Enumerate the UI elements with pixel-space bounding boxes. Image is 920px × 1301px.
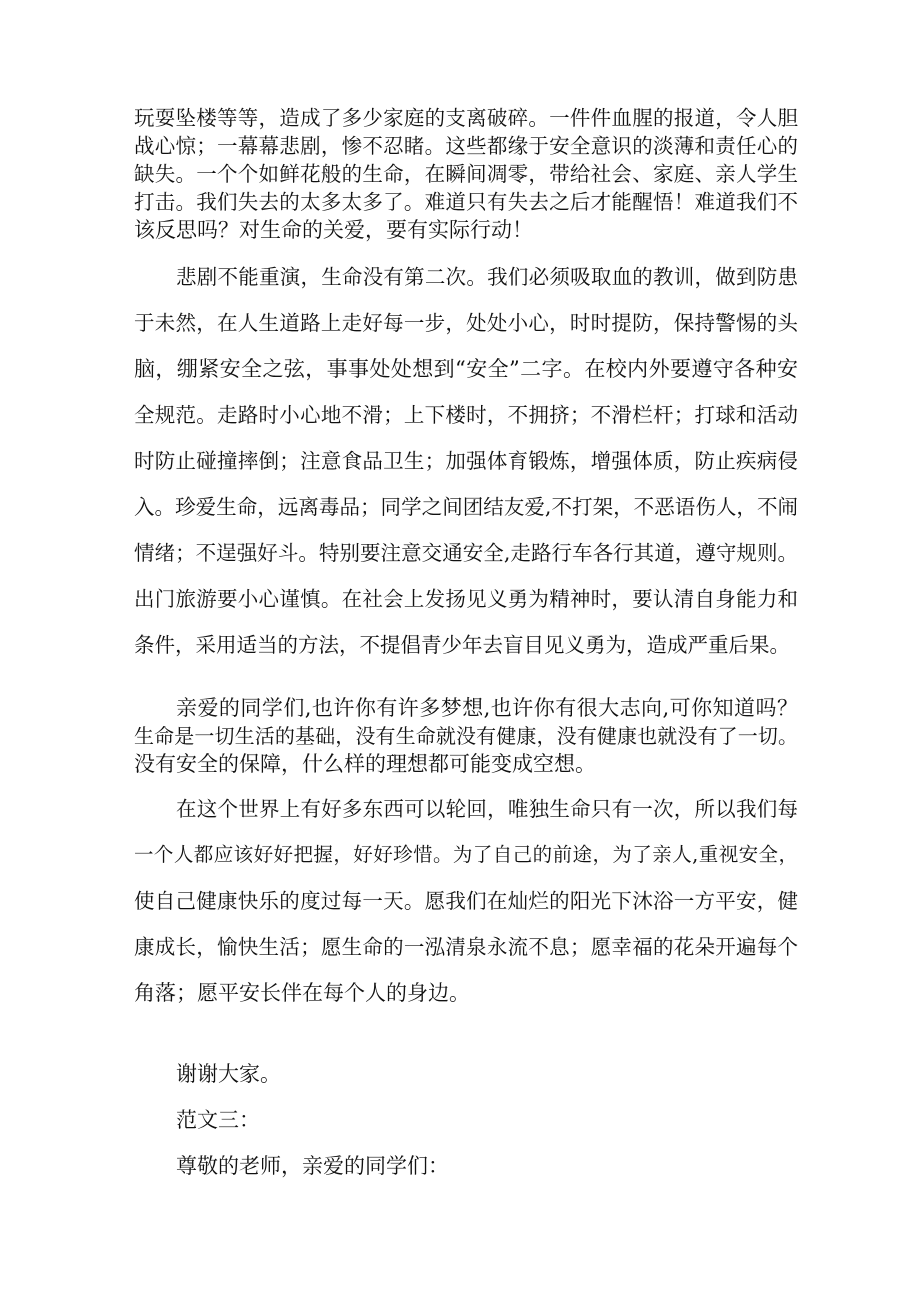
text-line: 全规范。走路时小心地不滑；上下楼时，不拥挤；不滑栏杆；打球和活动 xyxy=(134,403,798,427)
text-line: 时防止碰撞摔倒；注意食品卫生；加强体育锻炼，增强体质，防止疾病侵 xyxy=(134,449,798,473)
text-line: 脑，绷紧安全之弦，事事处处想到“安全”二字。在校内外要遵守各种安 xyxy=(134,357,798,381)
text-line: 角落；愿平安长伴在每个人的身边。 xyxy=(134,981,470,1005)
closing-thanks: 谢谢大家。 xyxy=(176,1062,281,1086)
text-line: 缺失。一个个如鲜花般的生命，在瞬间凋零，带给社会、家庭、亲人学生 xyxy=(134,162,798,186)
paragraph-1 xyxy=(134,104,798,244)
text-line: 一个人都应该好好把握，好好珍惜。为了自己的前途，为了亲人,重视安全， xyxy=(134,843,798,866)
salutation: 尊敬的老师，亲爱的同学们： xyxy=(176,1154,449,1178)
section-heading: 范文三： xyxy=(176,1108,260,1132)
text-line: 战心惊；一幕幕悲剧，惨不忍睹。这些都缘于安全意识的淡薄和责任心的 xyxy=(134,134,798,158)
text-line: 亲爱的同学们,也许你有许多梦想,也许你有很大志向,可你知道吗？ xyxy=(176,696,798,720)
text-line: 情绪；不逞强好斗。特别要注意交通安全,走路行车各行其道，遵守规则。 xyxy=(134,541,798,565)
text-line: 该反思吗？对生命的关爱，要有实际行动！ xyxy=(134,218,533,242)
text-line: 于未然，在人生道路上走好每一步，处处小心，时时提防，保持警惕的头 xyxy=(134,311,798,335)
text-line: 打击。我们失去的太多太多了。难道只有失去之后才能醒悟！难道我们不 xyxy=(134,190,798,214)
text-line: 生命是一切生活的基础，没有生命就没有健康，没有健康也就没有了一切。 xyxy=(134,724,798,748)
text-line: 悲剧不能重演，生命没有第二次。我们必须吸取血的教训，做到防患 xyxy=(176,265,798,289)
paragraph-3 xyxy=(134,694,798,778)
text-line: 玩耍坠楼等等，造成了多少家庭的支离破碎。一件件血腥的报道，令人胆 xyxy=(134,106,798,130)
paragraph-4 xyxy=(134,786,798,1016)
paragraph-2 xyxy=(134,254,798,668)
text-line: 入。珍爱生命，远离毒品；同学之间团结友爱,不打架，不恶语伤人，不闹 xyxy=(134,495,798,519)
text-line: 没有安全的保障，什么样的理想都可能变成空想。 xyxy=(134,752,596,776)
text-line: 康成长，愉快生活；愿生命的一泓清泉永流不息；愿幸福的花朵开遍每个 xyxy=(134,935,798,959)
text-line: 使自己健康快乐的度过每一天。愿我们在灿烂的阳光下沐浴一方平安，健 xyxy=(134,889,798,913)
text-line: 条件，采用适当的方法，不提倡青少年去盲目见义勇为，造成严重后果。 xyxy=(134,633,790,657)
text-line: 在这个世界上有好多东西可以轮回，唯独生命只有一次，所以我们每 xyxy=(176,797,798,821)
text-line: 出门旅游要小心谨慎。在社会上发扬见义勇为精神时，要认清自身能力和 xyxy=(134,587,798,611)
